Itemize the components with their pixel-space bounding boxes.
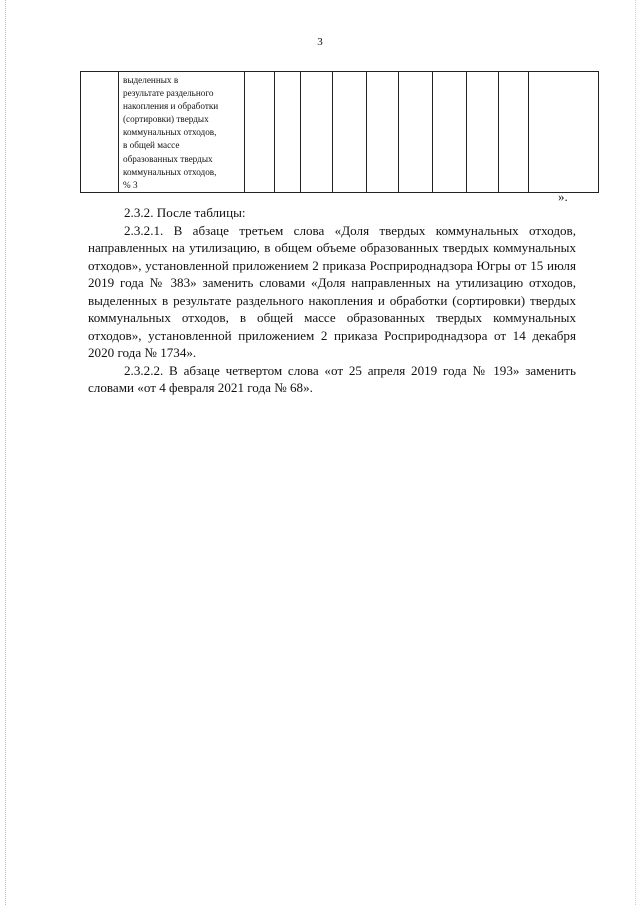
table-cell bbox=[529, 72, 599, 193]
scan-edge-right bbox=[635, 0, 637, 905]
table-cell bbox=[499, 72, 529, 193]
table-fragment bbox=[80, 71, 599, 193]
amendment-text bbox=[88, 204, 576, 397]
table-row bbox=[81, 72, 599, 193]
table-cell bbox=[399, 72, 433, 193]
table-row-label: выделенных в результате раздельного накопления и обработки (сортировки) твердых коммунальных отходов, в общей массе образованных твердых коммунальных отходов, % 3 bbox=[119, 72, 245, 193]
table-cell bbox=[367, 72, 399, 193]
table-cell bbox=[433, 72, 467, 193]
table-cell bbox=[275, 72, 301, 193]
page-number: 3 bbox=[317, 36, 323, 48]
table-cell bbox=[245, 72, 275, 193]
closing-quote: ». bbox=[558, 189, 568, 204]
scan-edge-left bbox=[5, 0, 7, 905]
table-cell-number bbox=[81, 72, 119, 193]
paragraph-2-3-2: 2.3.2. После таблицы: bbox=[124, 205, 246, 220]
table-cell bbox=[467, 72, 499, 193]
table-cell bbox=[301, 72, 333, 193]
paragraph-2-3-2-2: 2.3.2.2. В абзаце четвертом слова «от 25 апреля 2019 года № 193» заменить словами «от 4 февраля 2021 года № 68». bbox=[88, 362, 576, 395]
table-cell bbox=[333, 72, 367, 193]
paragraph-2-3-2-1: 2.3.2.1. В абзаце третьем слова «Доля твердых коммунальных отходов, направленных на утилизацию, в общем объеме образованных твердых коммунальных отходов», установленной приложением 2 приказа Росприроднадзора Югры от 15 июля 2019 года № 383» заменить словами «Доля направленных на утилизацию отходов, выделенных в результате раздельного накопления и обработки (сортировки) твердых коммунальных отходов, в общей массе образованных твердых коммунальных отходов», установленной приложением 2 приказа Росприроднадзора от 14 декабря 2020 года № 1734». bbox=[88, 222, 576, 360]
